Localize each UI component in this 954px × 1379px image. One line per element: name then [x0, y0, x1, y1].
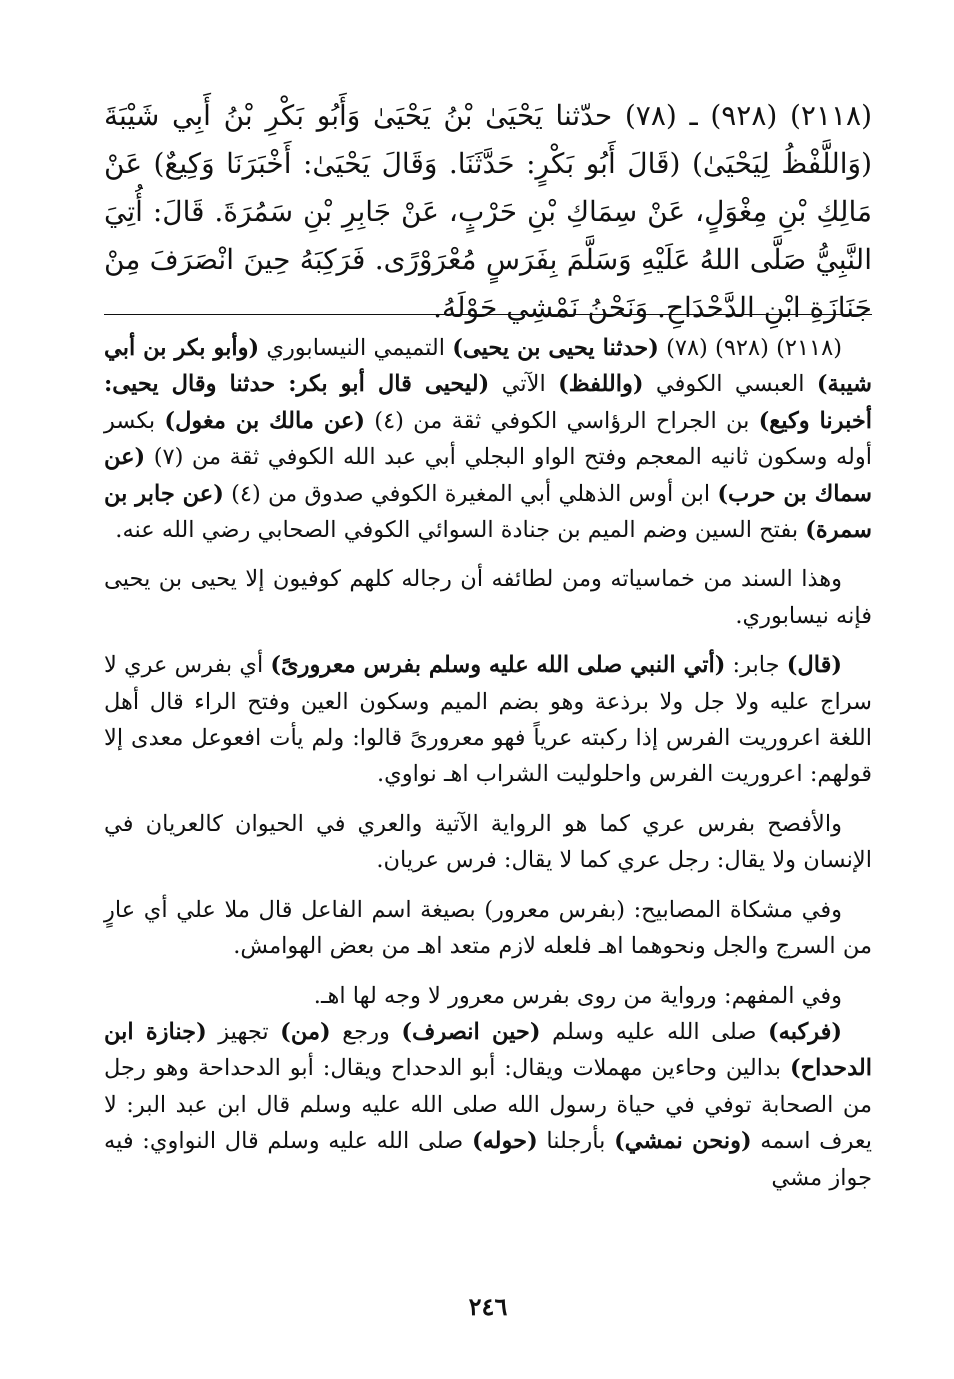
explanation-text: بفتح السين وضم الميم بن جنادة السوائي الكوفي الصحابي رضي الله عنه.	[115, 517, 806, 544]
quoted-phrase: (ليحيى قال أبو بكر: حدثنا وقال يحيى: أخبرنا وكيع)	[104, 371, 873, 434]
explanation-text: تجهيز	[206, 1018, 281, 1045]
explanation-text: بكسر أوله وسكون ثانيه المعجم وفتح الواو البجلي أبي عبد الله الكوفي ثقة من (٧)	[104, 407, 872, 471]
explanation-text: التميمي النيسابوري	[259, 335, 453, 361]
footnote-divider	[104, 314, 872, 315]
book-page	[104, 0, 872, 1379]
explanation-text: الآتي	[489, 371, 559, 398]
quoted-phrase: (من)	[280, 1018, 331, 1045]
commentary-paragraph-funeral	[104, 1014, 872, 1196]
page-number: ٢٤٦	[468, 1292, 508, 1321]
quoted-phrase: (قال)	[786, 652, 842, 679]
explanation-text: ورجع	[330, 1018, 402, 1045]
explanation-text: بأرجلنا	[537, 1128, 615, 1155]
quoted-phrase: (واللفظ)	[558, 371, 644, 398]
quoted-phrase: (أتي النبي صلى الله عليه وسلم بفرس معرورىً)	[270, 652, 726, 679]
explanation-text: ابن أوس الذهلي أبي المغيرة الكوفي صدوق من (٤)	[223, 480, 718, 507]
quoted-phrase: (جنازة ابن الدحداح)	[104, 1018, 872, 1082]
explanation-text: بدالين وحاءين مهملات ويقال: أبو الدحداح ويقال: أبو الدحداحة وهو رجل من الصحابة توفي في حياة رسول الله صلى الله عليه وسلم قال ابن عبد البر: لا يعرف اسمه	[104, 1055, 873, 1155]
commentary-paragraph-mufhim: وفي المفهم: ورواية من روى بفرس معرور لا وجه لها اهـ.	[313, 982, 842, 1009]
quoted-phrase: (عن مالك بن مغول)	[164, 407, 366, 434]
hadith-text-block	[104, 92, 872, 332]
quoted-phrase: (عن سماك بن حرب)	[104, 444, 872, 507]
commentary-paragraph-isnad	[104, 330, 872, 548]
explanation-text: صلى الله عليه وسلم قال النواوي: فيه جواز مشي	[104, 1128, 872, 1191]
explanation-text: بن الجراح الرؤاسي الكوفي ثقة من (٤)	[365, 407, 759, 434]
explanation-text: العبسي الكوفي	[643, 371, 817, 398]
quoted-phrase: (عن جابر بن سمرة)	[104, 480, 872, 544]
quoted-phrase: (وأبو بكر بن أبي شيبة)	[104, 335, 873, 398]
quoted-phrase: (حوله)	[471, 1128, 538, 1155]
commentary-paragraph-meaning	[104, 647, 872, 793]
quoted-phrase: (ونحن نمشي)	[614, 1128, 752, 1155]
commentary-paragraph-chain-note: وهذا السند من خماسياته ومن لطائفه أن رجاله كلهم كوفيون إلا يحيى بن يحيى فإنه نيسابوري.	[104, 566, 872, 629]
commentary-block	[104, 330, 872, 1196]
quoted-phrase: (حين انصرف)	[401, 1018, 541, 1045]
explanation-text: أي بفرس عري لا سراج عليه ولا جل ولا برذعة وهو بضم الميم وسكون العين وفتح الراء قال أهل اللغة اعروريت الفرس إذا ركبته عرياً فهو معرورىً قالوا: ولم يأت افعوعل معدى إلا قولهم: اعروريت الفرس واحلوليت الشراب اهـ نواوي.	[104, 652, 872, 788]
explanation-text: جابر:	[725, 652, 787, 679]
commentary-paragraph-usage: والأفصح بفرس عري كما هو الرواية الآتية والعري في الحيوان كالعريان في الإنسان ولا يقال: رجل عري كما لا يقال: فرس عريان.	[104, 810, 872, 874]
commentary-paragraph-mishkat: وفي مشكاة المصابيح: (بفرس معرور) بصيغة اسم الفاعل قال ملا علي أي عارٍ من السرج والجل ونحوهما اهـ فلعله لازم متعد اهـ من بعض الهوامش.	[104, 896, 872, 960]
explanation-text: صلى الله عليه وسلم	[540, 1018, 768, 1045]
quoted-phrase: (فركبه)	[767, 1018, 843, 1045]
quoted-phrase: (حدثنا يحيى بن يحيى)	[452, 335, 659, 361]
hadith-text: (٢١١٨) (٩٢٨) ـ (٧٨) حدّثنا يَحْيَىٰ بْنُ يَحْيَىٰ وَأَبُو بَكْرِ بْنُ أَبِي شَيْبَةَ (وَاللَّفْظُ لِيَحْيَىٰ) (قَالَ أَبُو بَكْرٍ: حَدَّثَنَا. وَقَالَ يَحْيَىٰ: أَخْبَرَنَا وَكِيعٌ) عَنْ مَالِكِ بْنِ مِغْوَلٍ، عَنْ سِمَاكِ بْنِ حَرْبٍ، عَنْ جَابِرِ بْنِ سَمُرَةَ. قَالَ: أُتِيَ النَّبِيُّ صَلَّى اللهُ عَلَيْهِ وَسَلَّمَ بِفَرَسٍ مُعْرَوْرًى. فَرَكِبَهُ حِينَ انْصَرَفَ مِنْ جَنَازَةِ ابْنِ الدَّحْدَاحِ. وَنَحْنُ نَمْشِي حَوْلَهُ.	[104, 99, 873, 324]
hadith-numbers: (٢١١٨) (٩٢٨) (٧٨)	[658, 335, 842, 361]
